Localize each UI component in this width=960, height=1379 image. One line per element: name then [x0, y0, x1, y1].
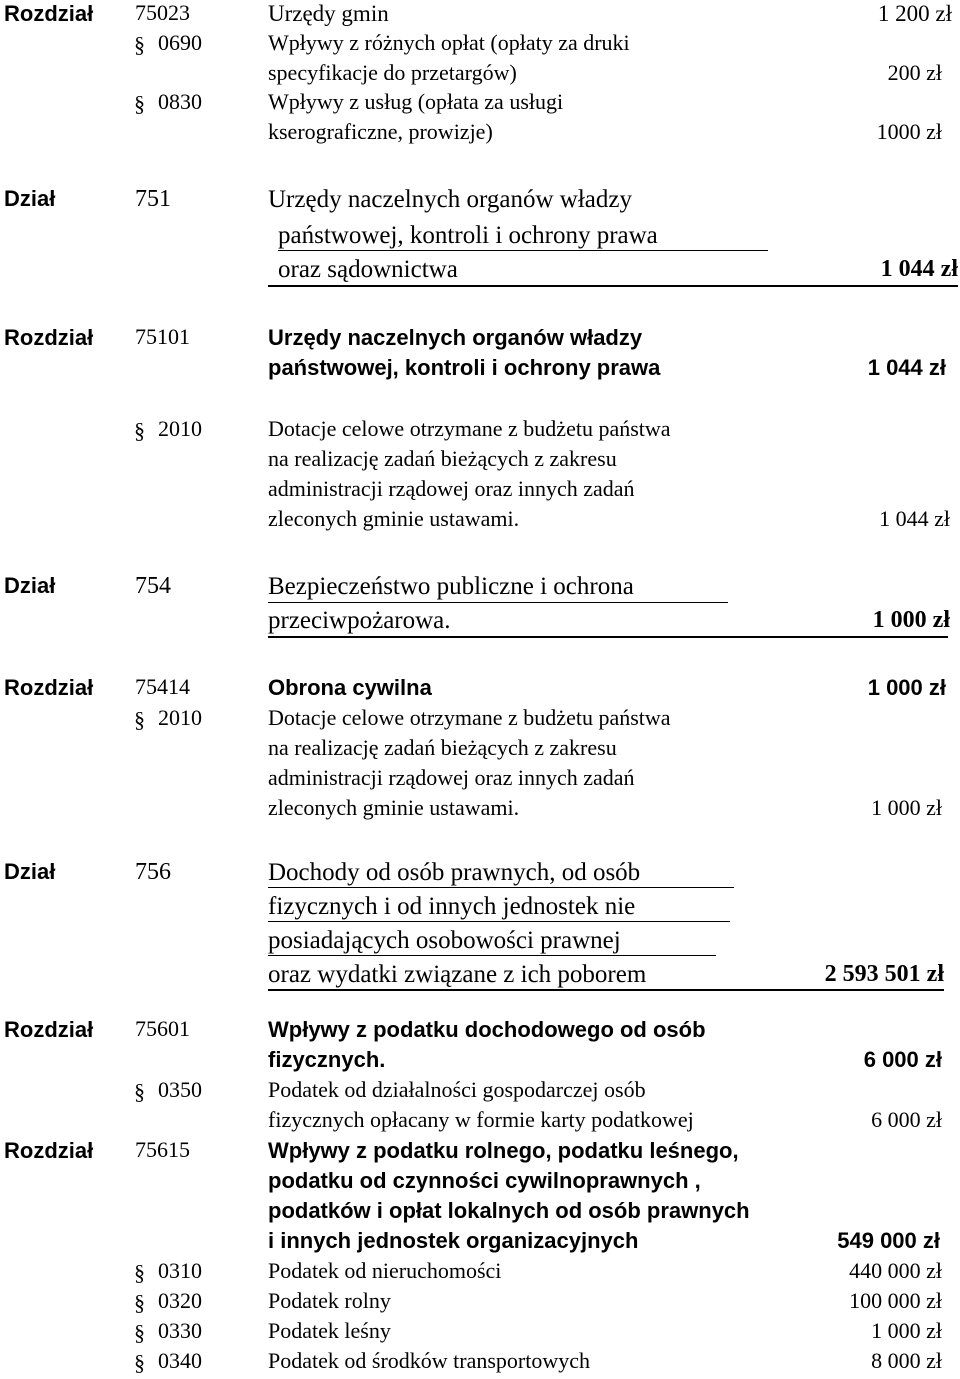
dzial-code: 756 — [135, 859, 171, 885]
rozdzial-desc: Obrona cywilna — [268, 675, 432, 700]
dzial-desc-line: fizycznych i od innych jednostek nie — [268, 893, 636, 920]
paragraph-desc-line: na realizację zadań bieżących z zakresu — [268, 446, 617, 471]
paragraph-amount: 1000 zł — [876, 119, 942, 144]
dzial-amount: 1 044 zł — [880, 256, 958, 282]
paragraph-symbol: § — [134, 91, 145, 116]
rozdzial-code: 75414 — [135, 674, 190, 699]
underline — [268, 636, 948, 638]
paragraph-desc-line: Wpływy z różnych opłat (opłaty za druki — [268, 30, 630, 55]
dzial-desc-line: oraz wydatki związane z ich poborem — [268, 961, 647, 988]
rozdzial-desc-line: podatków i opłat lokalnych od osób prawnych — [268, 1198, 750, 1223]
paragraph-desc-line: specyfikacje do przetargów) — [268, 60, 517, 85]
paragraph-desc-line: kserograficzne, prowizje) — [268, 119, 493, 144]
paragraph-symbol: § — [134, 1320, 145, 1345]
paragraph-code: 0330 — [158, 1318, 202, 1343]
dzial-desc-line: Urzędy naczelnych organów władzy — [268, 186, 632, 213]
rozdzial-amount: 1 200 zł — [877, 1, 952, 26]
dzial-code: 754 — [135, 573, 171, 599]
dzial-desc-line: Bezpieczeństwo publiczne i ochrona — [268, 573, 634, 600]
paragraph-amount: 1 044 zł — [879, 506, 950, 531]
paragraph-amount: 1 000 zł — [871, 795, 942, 820]
rozdzial-label: Rozdział — [4, 675, 94, 700]
underline — [268, 602, 728, 603]
paragraph-amount: 100 000 zł — [849, 1288, 942, 1313]
paragraph-code: 0320 — [158, 1288, 202, 1313]
rozdzial-desc-line: Wpływy z podatku rolnego, podatku leśnego, — [268, 1138, 739, 1163]
paragraph-desc-line: administracji rządowej oraz innych zadań — [268, 476, 635, 501]
paragraph-desc-line: na realizację zadań bieżących z zakresu — [268, 735, 617, 760]
rozdzial-code: 75101 — [135, 324, 190, 349]
rozdzial-desc-line: Urzędy naczelnych organów władzy — [268, 325, 643, 350]
rozdzial-amount: 6 000 zł — [863, 1047, 942, 1072]
dzial-desc-line: przeciwpożarowa. — [268, 607, 451, 634]
rozdzial-amount: 549 000 zł — [837, 1228, 940, 1253]
paragraph-desc: Podatek od środków transportowych — [268, 1348, 591, 1373]
rozdzial-code: 75023 — [135, 0, 190, 25]
paragraph-code: 0690 — [158, 30, 202, 55]
rozdzial-desc-line: państwowej, kontroli i ochrony prawa — [268, 355, 661, 380]
paragraph-symbol: § — [134, 1290, 145, 1315]
paragraph-symbol: § — [134, 418, 145, 443]
paragraph-desc: Podatek rolny — [268, 1288, 391, 1313]
rozdzial-label: Rozdział — [4, 325, 94, 350]
paragraph-desc-line: Wpływy z usług (opłata za usługi — [268, 89, 564, 114]
paragraph-desc: Podatek leśny — [268, 1318, 391, 1343]
paragraph-code: 2010 — [158, 705, 202, 730]
paragraph-desc-line: zleconych gminie ustawami. — [268, 795, 520, 820]
paragraph-amount: 1 000 zł — [871, 1318, 942, 1343]
rozdzial-desc-line: i innych jednostek organizacyjnych — [268, 1228, 639, 1253]
paragraph-amount: 8 000 zł — [871, 1348, 942, 1373]
dzial-label: Dział — [4, 859, 56, 884]
rozdzial-desc-line: podatku od czynności cywilnoprawnych , — [268, 1168, 701, 1193]
paragraph-amount: 440 000 zł — [849, 1258, 942, 1283]
underline — [268, 887, 734, 888]
paragraph-code: 0830 — [158, 89, 202, 114]
rozdzial-label: Rozdział — [4, 1138, 94, 1163]
paragraph-code: 0350 — [158, 1077, 202, 1102]
paragraph-desc-line: Dotacje celowe otrzymane z budżetu państwa — [268, 705, 671, 730]
paragraph-symbol: § — [134, 1079, 145, 1104]
underline — [268, 955, 716, 956]
paragraph-desc-line: administracji rządowej oraz innych zadań — [268, 765, 635, 790]
paragraph-desc-line: Dotacje celowe otrzymane z budżetu państwa — [268, 416, 671, 441]
rozdzial-amount: 1 000 zł — [867, 675, 946, 700]
dzial-code: 751 — [135, 186, 171, 212]
dzial-desc-line: oraz sądownictwa — [278, 256, 458, 283]
dzial-label: Dział — [4, 186, 56, 211]
paragraph-code: 0340 — [158, 1348, 202, 1373]
dzial-desc-line: Dochody od osób prawnych, od osób — [268, 859, 641, 886]
paragraph-symbol: § — [134, 32, 145, 57]
underline — [268, 285, 958, 287]
underline — [268, 989, 944, 991]
paragraph-desc-line: zleconych gminie ustawami. — [268, 506, 520, 531]
paragraph-amount: 6 000 zł — [871, 1107, 942, 1132]
rozdzial-code: 75615 — [135, 1137, 190, 1162]
rozdzial-label: Rozdział — [4, 1017, 94, 1042]
dzial-label: Dział — [4, 573, 56, 598]
paragraph-amount: 200 zł — [887, 60, 942, 85]
paragraph-desc-line: Podatek od działalności gospodarczej osób — [268, 1077, 646, 1102]
rozdzial-code: 75601 — [135, 1016, 190, 1041]
dzial-amount: 1 000 zł — [872, 607, 950, 633]
rozdzial-label: Rozdział — [4, 1, 94, 26]
rozdzial-desc: Urzędy gmin — [268, 1, 389, 26]
underline — [268, 921, 730, 922]
paragraph-symbol: § — [134, 1350, 145, 1375]
paragraph-symbol: § — [134, 1260, 145, 1285]
dzial-desc-line: państwowej, kontroli i ochrony prawa — [278, 222, 658, 249]
paragraph-desc-line: fizycznych opłacany w formie karty podatkowej — [268, 1107, 694, 1132]
underline — [278, 250, 768, 251]
dzial-desc-line: posiadających osobowości prawnej — [268, 927, 621, 954]
rozdzial-amount: 1 044 zł — [867, 355, 946, 380]
rozdzial-desc-line: Wpływy z podatku dochodowego od osób — [268, 1017, 706, 1042]
paragraph-symbol: § — [134, 707, 145, 732]
paragraph-desc: Podatek od nieruchomości — [268, 1258, 502, 1283]
dzial-amount: 2 593 501 zł — [824, 961, 944, 987]
rozdzial-desc-line: fizycznych. — [268, 1047, 386, 1072]
paragraph-code: 2010 — [158, 416, 202, 441]
paragraph-code: 0310 — [158, 1258, 202, 1283]
